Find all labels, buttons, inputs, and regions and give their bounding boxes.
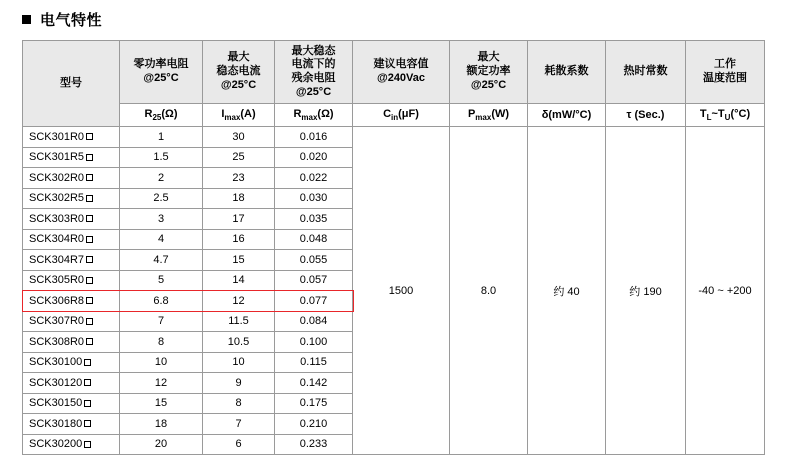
model-code: SCK303R0 [29, 212, 85, 225]
model-code: SCK30100 [29, 356, 83, 369]
table-header-row-main [23, 41, 765, 104]
cell-model [23, 250, 120, 271]
col-header-pmax-line-1: 额定功率 [466, 65, 511, 78]
model-code: SCK30120 [29, 376, 83, 389]
cell-rmax: 0.210 [275, 414, 353, 435]
cell-imax: 14 [203, 270, 275, 291]
cell-rmax: 0.030 [275, 188, 353, 209]
cell-rmax: 0.115 [275, 352, 353, 373]
cell-r25: 4.7 [120, 250, 203, 271]
cell-rmax: 0.055 [275, 250, 353, 271]
cell-imax: 16 [203, 229, 275, 250]
cell-imax: 7 [203, 414, 275, 435]
model-code: SCK308R0 [29, 335, 85, 348]
cell-r25: 20 [120, 434, 203, 455]
col-header-pmax-line-2: @25°C [470, 78, 507, 91]
cell-model [23, 352, 120, 373]
placeholder-box-icon [86, 277, 93, 284]
col-header-r25-line-0: 零功率电阻 [133, 58, 189, 71]
cell-r25: 2.5 [120, 188, 203, 209]
cell-model [23, 373, 120, 394]
cell-rmax: 0.057 [275, 270, 353, 291]
cell-imax: 8 [203, 393, 275, 414]
cell-imax: 30 [203, 127, 275, 148]
placeholder-box-icon [84, 379, 91, 386]
cell-model [23, 188, 120, 209]
cell-cin: 1500 [353, 127, 450, 455]
square-bullet-icon [22, 15, 31, 24]
col-header-cin-line-0: 建议电容值 [373, 58, 429, 71]
cell-imax: 25 [203, 147, 275, 168]
model-code: SCK302R5 [29, 192, 85, 205]
table-header-row-symbols [23, 104, 765, 127]
cell-rmax: 0.084 [275, 311, 353, 332]
cell-rmax: 0.077 [275, 291, 353, 312]
symbol-header-tau: τ (Sec.) [606, 104, 686, 127]
model-code: SCK30180 [29, 417, 83, 430]
cell-rmax: 0.020 [275, 147, 353, 168]
col-header-r25-line-1: @25°C [143, 72, 179, 84]
col-header-pmax-line-0: 最大 [477, 51, 500, 64]
col-header-temp [686, 41, 765, 104]
spec-table-container [22, 40, 764, 455]
col-header-delta [528, 41, 606, 104]
cell-r25: 2 [120, 168, 203, 189]
cell-imax: 17 [203, 209, 275, 230]
table-body [23, 127, 765, 455]
placeholder-box-icon [86, 174, 93, 181]
col-header-cin [353, 41, 450, 104]
cell-model [23, 332, 120, 353]
model-code: SCK302R0 [29, 171, 85, 184]
placeholder-box-icon [84, 400, 91, 407]
electrical-characteristics-table [22, 40, 765, 455]
model-code: SCK304R7 [29, 253, 85, 266]
col-header-imax [203, 41, 275, 104]
symbol-header-pmax: $P_{max}(W)$ [450, 104, 528, 127]
cell-rmax: 0.233 [275, 434, 353, 455]
cell-r25: 6.8 [120, 291, 203, 312]
cell-r25: 1.5 [120, 147, 203, 168]
model-code: SCK307R0 [29, 315, 85, 328]
cell-delta: 约 40 [528, 127, 606, 455]
placeholder-box-icon [86, 318, 93, 325]
placeholder-box-icon [86, 256, 93, 263]
placeholder-box-icon [86, 154, 93, 161]
cell-imax: 18 [203, 188, 275, 209]
table-header [23, 41, 765, 127]
col-header-imax-line-1: 稳态电流 [216, 65, 261, 78]
col-header-pmax [450, 41, 528, 104]
model-code: SCK301R0 [29, 130, 85, 143]
placeholder-box-icon [86, 236, 93, 243]
col-header-rmax-line-3: @25°C [295, 85, 332, 98]
cell-rmax: 0.022 [275, 168, 353, 189]
cell-r25: 12 [120, 373, 203, 394]
cell-imax: 23 [203, 168, 275, 189]
cell-r25: 18 [120, 414, 203, 435]
cell-imax: 15 [203, 250, 275, 271]
col-header-r25 [120, 41, 203, 104]
symbol-header-rmax: $R_{max}(\Omega)$ [275, 104, 353, 127]
cell-imax: 10 [203, 352, 275, 373]
cell-model [23, 414, 120, 435]
placeholder-box-icon [84, 420, 91, 427]
model-code: SCK30150 [29, 397, 83, 410]
section-title-label: 电气特性 [40, 11, 103, 29]
symbol-header-delta: δ(mW/°C) [528, 104, 606, 127]
col-header-rmax-line-0: 最大稳态 [291, 44, 336, 57]
cell-rmax: 0.100 [275, 332, 353, 353]
col-header-model-line-0: 型号 [60, 76, 82, 89]
cell-model [23, 434, 120, 455]
cell-temp-range: -40 ~ +200 [686, 127, 765, 455]
placeholder-box-icon [84, 441, 91, 448]
cell-rmax: 0.142 [275, 373, 353, 394]
col-header-temp-line-0: 工作 [714, 58, 736, 71]
cell-imax: 11.5 [203, 311, 275, 332]
cell-model [23, 229, 120, 250]
symbol-header-r25: $R_{25}(\Omega)$ [120, 104, 203, 127]
cell-r25: 4 [120, 229, 203, 250]
cell-rmax: 0.016 [275, 127, 353, 148]
cell-imax: 6 [203, 434, 275, 455]
cell-rmax: 0.035 [275, 209, 353, 230]
col-header-imax-line-0: 最大 [227, 51, 250, 64]
col-header-delta-line-0: 耗散系数 [544, 65, 589, 78]
cell-model [23, 311, 120, 332]
cell-r25: 3 [120, 209, 203, 230]
cell-rmax: 0.175 [275, 393, 353, 414]
cell-model [23, 168, 120, 189]
col-header-tau-line-0: 热时常数 [623, 65, 668, 78]
col-header-rmax-line-2: 残余电阻 [291, 72, 336, 84]
col-header-temp-line-1: 温度范围 [703, 72, 747, 84]
placeholder-box-icon [86, 338, 93, 345]
symbol-header-cin: $C_{in}(\mu F)$ [353, 104, 450, 127]
col-header-cin-line-1: @240Vac [376, 72, 426, 84]
placeholder-box-icon [86, 215, 93, 222]
model-code: SCK305R0 [29, 274, 85, 287]
cell-model [23, 270, 120, 291]
cell-pmax: 8.0 [450, 127, 528, 455]
symbol-header-imax: $I_{max}(A)$ [203, 104, 275, 127]
cell-r25: 1 [120, 127, 203, 148]
cell-r25: 7 [120, 311, 203, 332]
placeholder-box-icon [84, 359, 91, 366]
cell-rmax: 0.048 [275, 229, 353, 250]
cell-model [23, 209, 120, 230]
col-header-rmax [275, 41, 353, 104]
placeholder-box-icon [86, 297, 93, 304]
cell-r25: 8 [120, 332, 203, 353]
cell-model [23, 147, 120, 168]
cell-tau: 约 190 [606, 127, 686, 455]
cell-model [23, 127, 120, 148]
cell-r25: 5 [120, 270, 203, 291]
cell-r25: 10 [120, 352, 203, 373]
cell-imax: 9 [203, 373, 275, 394]
model-code: SCK30200 [29, 438, 83, 451]
cell-r25: 15 [120, 393, 203, 414]
col-header-imax-line-2: @25°C [220, 78, 257, 91]
section-heading [0, 0, 785, 30]
symbol-header-temp: $T_L\sim T_U(^\circ C)$ [686, 104, 765, 127]
table-row[interactable] [23, 127, 765, 148]
col-header-model [23, 41, 120, 127]
placeholder-box-icon [86, 195, 93, 202]
placeholder-box-icon [86, 133, 93, 140]
cell-imax: 10.5 [203, 332, 275, 353]
col-header-tau [606, 41, 686, 104]
col-header-rmax-line-1: 电流下的 [291, 58, 336, 71]
model-code: SCK301R5 [29, 151, 85, 164]
cell-model [23, 393, 120, 414]
cell-imax: 12 [203, 291, 275, 312]
cell-model [23, 291, 120, 312]
model-code: SCK306R8 [29, 294, 85, 307]
model-code: SCK304R0 [29, 233, 85, 246]
